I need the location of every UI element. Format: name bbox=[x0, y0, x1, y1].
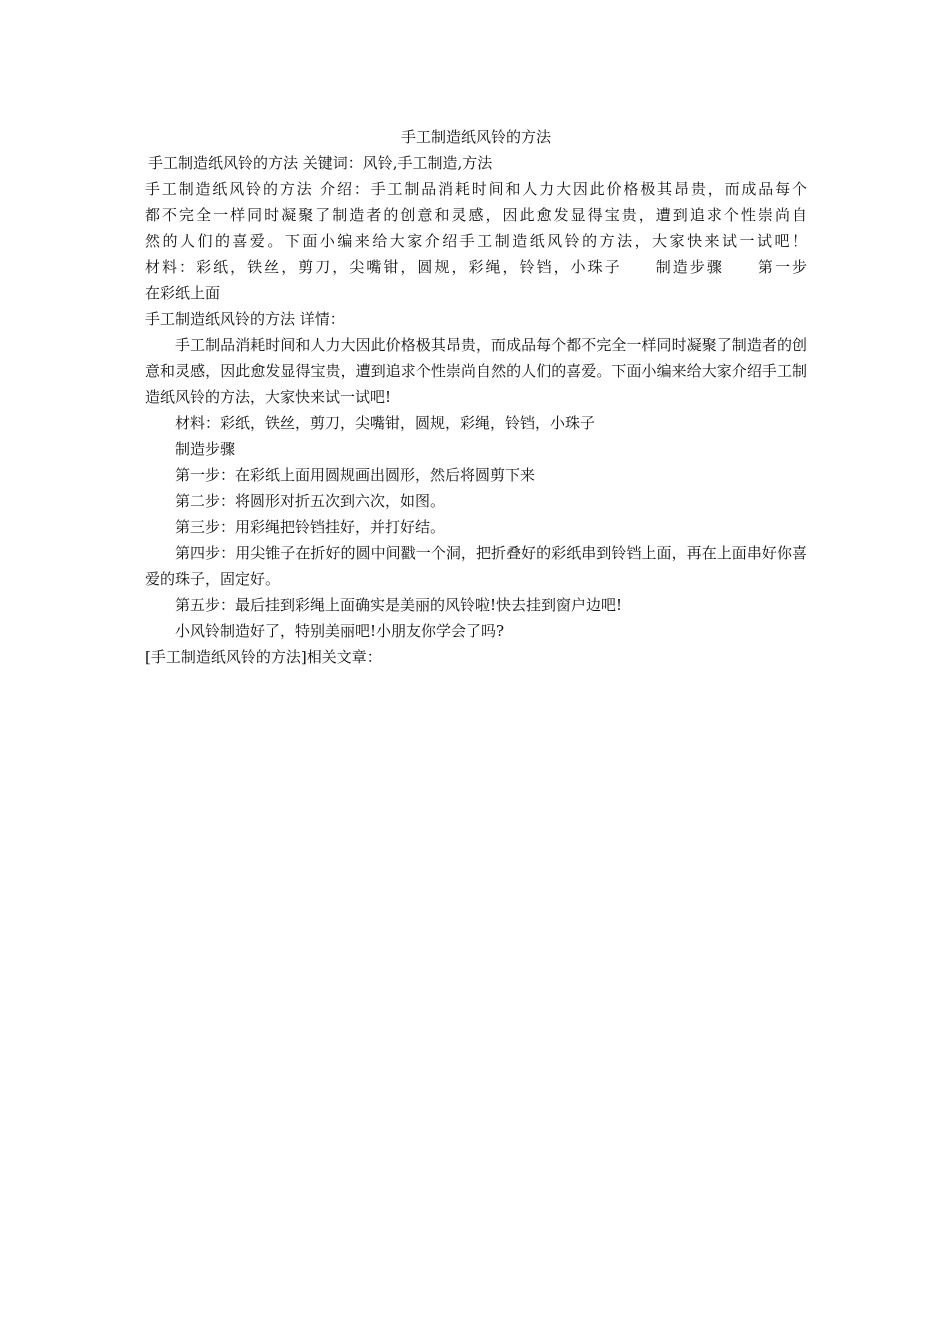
related-articles-heading: [手工制造纸风铃的方法]相关文章： bbox=[145, 648, 382, 666]
step-5: 第五步：最后挂到彩绳上面确实是美丽的风铃啦!快去挂到窗户边吧! bbox=[175, 596, 623, 614]
step-4: 第四步：用尖锥子在折好的圆中间戳一个洞，把折叠好的彩纸串到铃铛上面，再在上面串好你喜爱的珠子，固定好。 bbox=[145, 544, 807, 588]
intro-line: 手工制造纸风铃的方法 介绍：手工制品消耗时间和人力大因此价格极其昂贵，而成品每个 bbox=[145, 180, 807, 198]
body-paragraph: 手工制品消耗时间和人力大因此价格极其昂贵，而成品每个都不完全一样同时凝聚了制造者的创意和灵感，因此愈发显得宝贵，遭到追求个性崇尚自然的人们的喜爱。下面小编来给大家介绍手工制造纸风铃的方法，大家快来试一试吧! bbox=[145, 336, 807, 406]
steps-heading: 制造步骤 bbox=[175, 440, 236, 458]
materials-paragraph: 材料：彩纸，铁丝，剪刀，尖嘴钳，圆规，彩绳，铃铛，小珠子 bbox=[175, 414, 596, 432]
step-1: 第一步：在彩纸上面用圆规画出圆形，然后将圆剪下来 bbox=[175, 466, 536, 484]
intro-line: 都不完全一样同时凝聚了制造者的创意和灵感，因此愈发显得宝贵，遭到追求个性崇尚自 bbox=[145, 206, 807, 224]
step-3: 第三步：用彩绳把铃铛挂好，并打好结。 bbox=[175, 518, 446, 536]
intro-line: 材料：彩纸，铁丝，剪刀，尖嘴钳，圆规，彩绳，铃铛，小珠子 制造步骤 第一步 bbox=[145, 258, 807, 276]
intro-line: 在彩纸上面 bbox=[145, 284, 221, 302]
keywords-line: 手工制造纸风铃的方法 关键词：风铃,手工制造,方法 bbox=[148, 154, 493, 172]
document-title: 手工制造纸风铃的方法 bbox=[400, 128, 551, 146]
document-page bbox=[145, 124, 807, 670]
closing-paragraph: 小风铃制造好了，特别美丽吧!小朋友你学会了吗? bbox=[175, 622, 505, 640]
intro-line: 然的人们的喜爱。下面小编来给大家介绍手工制造纸风铃的方法，大家快来试一试吧！ bbox=[145, 232, 807, 250]
step-2: 第二步：将圆形对折五次到六次，如图。 bbox=[175, 492, 446, 510]
details-heading: 手工制造纸风铃的方法 详情： bbox=[145, 310, 345, 328]
